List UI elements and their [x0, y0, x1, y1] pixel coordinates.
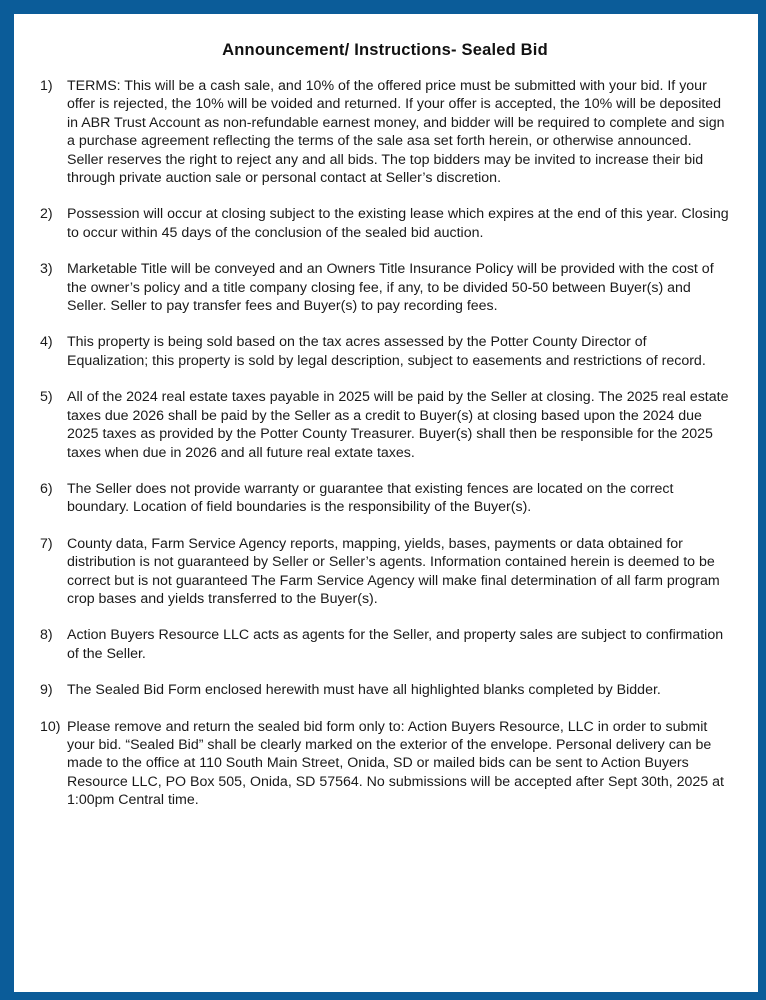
item-number: 10) [40, 718, 61, 735]
item-text: Please remove and return the sealed bid form only to: Action Buyers Resource, LLC in order to submit your bid. “Sealed Bid” shall be clearly marked on the exterior of the envelope. Personal delivery can be made to the office at 110 South Main Street, Onida, SD or mailed bids can be sent to Action Buyers Resource LLC, PO Box 505, Onida, SD 57564. No submissions will be accepted after Sept 30th, 2025 at 1:00pm Central time. [67, 718, 724, 809]
list-item [40, 480, 730, 517]
list-item [40, 718, 730, 810]
item-text: Marketable Title will be conveyed and an Owners Title Insurance Policy will be provided with the cost of the owner’s policy and a title company closing fee, if any, to be divided 50-50 between Buyer(s) and Seller. Seller to pay transfer fees and Buyer(s) to pay recording fees. [67, 261, 714, 315]
list-item [40, 535, 730, 609]
item-text: TERMS: This will be a cash sale, and 10% of the offered price must be submitted with your bid. If your offer is rejected, the 10% will be voided and returned. If your offer is accepted, the 10% will be deposited in ABR Trust Account as non-refundable earnest money, and bidder will be required to complete and sign a purchase agreement reflecting the terms of the sale asa set forth herein, or otherwise announced. Seller reserves the right to reject any and all bids. The top bidders may be invited to increase their bid through private auction sale or personal contact at Seller’s discretion. [67, 78, 725, 187]
list-item [40, 626, 730, 663]
item-text: All of the 2024 real estate taxes payable in 2025 will be paid by the Seller at closing. The 2025 real estate taxes due 2026 shall be paid by the Seller as a credit to Buyer(s) at closing based upon the 2024 due 2025 taxes as provided by the Potter County Treasurer. Buyer(s) shall then be responsible for the 2025 taxes when due in 2026 and all future real extate taxes. [67, 389, 729, 461]
item-number: 2) [40, 206, 53, 223]
item-number: 9) [40, 682, 53, 699]
item-number: 6) [40, 480, 53, 497]
list-item [40, 333, 730, 370]
item-number: 4) [40, 334, 53, 351]
item-text: This property is being sold based on the tax acres assessed by the Potter County Director of Equalization; this property is sold by legal description, subject to easements and restrictions of record. [67, 334, 706, 369]
list-item [40, 77, 730, 187]
item-text: The Sealed Bid Form enclosed herewith must have all highlighted blanks completed by Bidder. [67, 682, 661, 699]
item-text: Action Buyers Resource LLC acts as agents for the Seller, and property sales are subject to confirmation of the Seller. [67, 627, 724, 662]
list-item [40, 388, 730, 462]
document-page [14, 14, 758, 992]
list-item [40, 205, 730, 242]
item-text: County data, Farm Service Agency reports, mapping, yields, bases, payments or data obtained for distribution is not guaranteed by Seller or Seller’s agents. Information contained herein is deemed to be correct but is not guaranteed The Farm Service Agency will make final determination of all farm program crop bases and yields transferred to the Buyer(s). [67, 535, 720, 607]
list-item [40, 260, 730, 315]
list-item [40, 681, 730, 699]
item-text: Possession will occur at closing subject to the existing lease which expires at the end of this year. Closing to occur within 45 days of the conclusion of the sealed bid auction. [67, 206, 729, 241]
document-title: Announcement/ Instructions- Sealed Bid [222, 41, 548, 59]
instruction-list [40, 77, 730, 810]
item-number: 1) [40, 78, 53, 94]
item-number: 5) [40, 389, 53, 406]
item-text: The Seller does not provide warranty or guarantee that existing fences are located on the correct boundary. Location of field boundaries is the responsibility of the Buyer(s). [67, 480, 674, 516]
item-number: 8) [40, 627, 53, 644]
item-number: 3) [40, 261, 53, 278]
item-number: 7) [40, 535, 53, 552]
